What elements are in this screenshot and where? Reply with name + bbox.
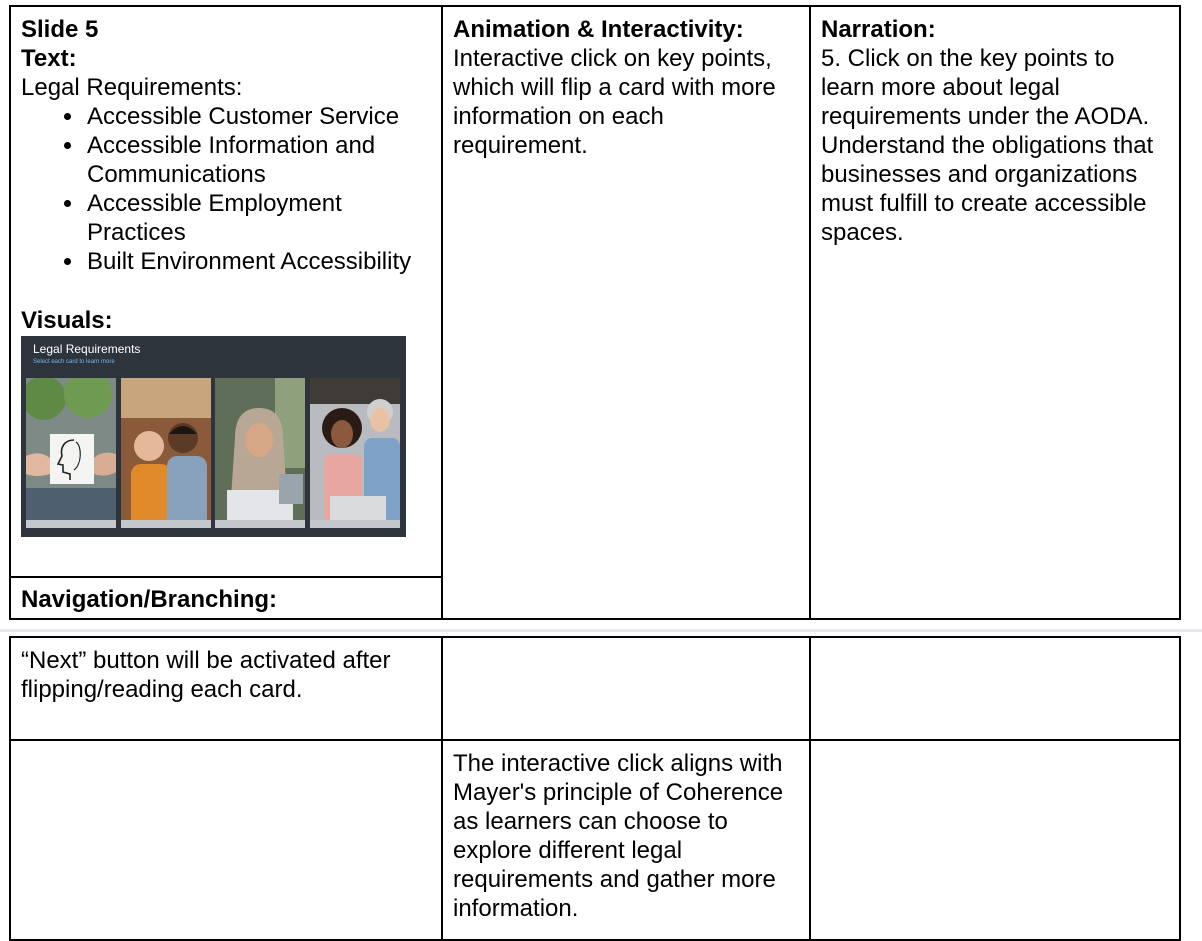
rationale-cell bbox=[442, 740, 810, 940]
narration-heading: Narration: bbox=[821, 16, 936, 43]
navigation-body-cell bbox=[10, 637, 442, 740]
narration-cell bbox=[810, 6, 1180, 619]
card-image-two-women bbox=[310, 378, 400, 528]
empty-cell bbox=[810, 740, 1180, 940]
narration-body: 5. Click on the key points to learn more about legal requirements under the AODA. Understand the obligations that businesses and organizations must fulfill to create accessible spaces. bbox=[821, 45, 1154, 246]
slide-title: Slide 5 bbox=[21, 16, 99, 43]
navigation-cell bbox=[10, 577, 442, 619]
navigation-body: “Next” button will be activated after flipping/reading each card. bbox=[21, 647, 391, 703]
rationale-text: The interactive click aligns with Mayer's principle of Coherence as learners can choose to explore different legal requirements and gather more information. bbox=[453, 750, 784, 922]
empty-cell bbox=[810, 637, 1180, 740]
thumbnail-title: Legal Requirements bbox=[33, 342, 141, 356]
requirements-list bbox=[21, 102, 431, 276]
storyboard-table-top bbox=[9, 5, 1181, 620]
visual-thumbnail bbox=[21, 336, 406, 537]
empty-cell bbox=[10, 740, 442, 940]
animation-cell bbox=[442, 6, 810, 619]
navigation-heading: Navigation/Branching: bbox=[21, 586, 278, 613]
storyboard-table-bottom bbox=[9, 636, 1181, 941]
empty-cell bbox=[442, 637, 810, 740]
text-heading: Text: bbox=[21, 45, 77, 72]
list-item: • Accessible Customer Service bbox=[85, 102, 431, 131]
animation-body: Interactive click on key points, which will flip a card with more information on each requirement. bbox=[453, 45, 776, 159]
page-break bbox=[0, 629, 1202, 632]
legal-intro: Legal Requirements: bbox=[21, 74, 243, 101]
list-item: • Accessible Employment Practices bbox=[85, 189, 431, 247]
card-image-two-men bbox=[121, 378, 211, 528]
thumbnail-subtitle: Select each card to learn more bbox=[33, 359, 115, 365]
card-image-head-silhouette bbox=[26, 378, 116, 528]
animation-heading: Animation & Interactivity: bbox=[453, 16, 744, 43]
visuals-heading: Visuals: bbox=[21, 307, 113, 334]
slide-text-cell bbox=[10, 6, 442, 577]
list-item: • Built Environment Accessibility bbox=[85, 247, 431, 276]
list-item: • Accessible Information and Communications bbox=[85, 131, 431, 189]
card-image-woman-hijab bbox=[215, 378, 305, 528]
